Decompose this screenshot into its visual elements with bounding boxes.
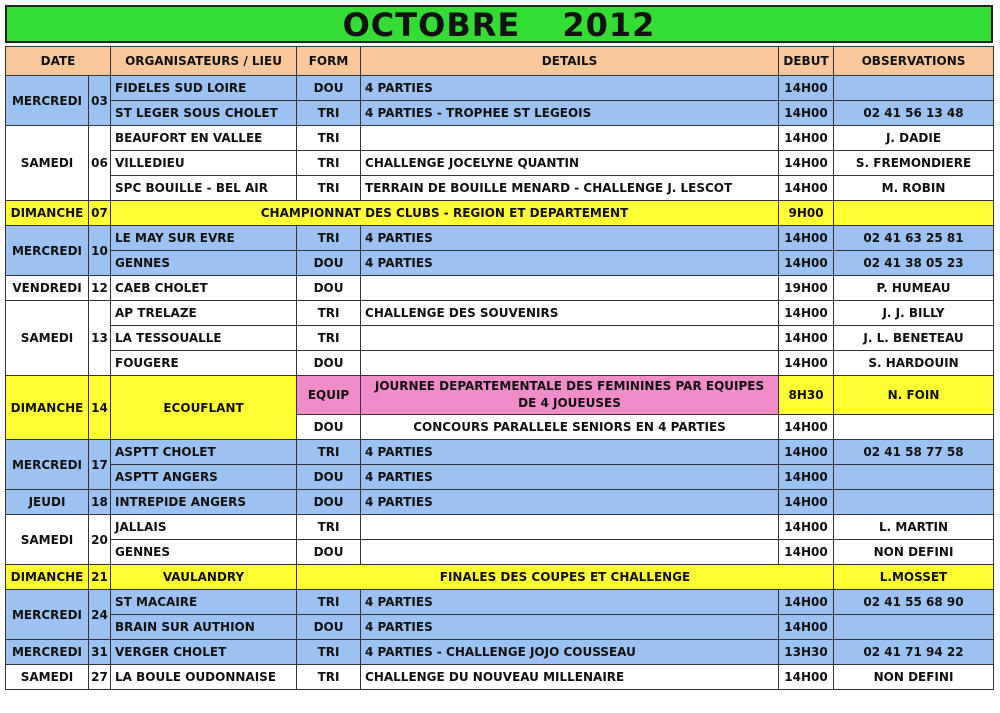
details-cell: FINALES DES COUPES ET CHALLENGE (297, 565, 834, 590)
date-number: 07 (89, 201, 111, 226)
table-row (6, 640, 994, 665)
table-row (6, 440, 994, 465)
date-number: 20 (89, 515, 111, 565)
form-cell: TRI (297, 226, 361, 251)
day-cell: MERCREDI (6, 640, 89, 665)
details-cell: 4 PARTIES (361, 76, 779, 101)
debut-cell: 14H00 (779, 151, 834, 176)
organiser-cell: ST LEGER SOUS CHOLET (111, 101, 297, 126)
form-cell: DOU (297, 490, 361, 515)
observations-cell: 02 41 58 77 58 (834, 440, 994, 465)
details-cell (361, 351, 779, 376)
day-cell: DIMANCHE (6, 201, 89, 226)
details-cell: 4 PARTIES (361, 615, 779, 640)
debut-cell: 14H00 (779, 76, 834, 101)
details-cell: 4 PARTIES - CHALLENGE JOJO COUSSEAU (361, 640, 779, 665)
organiser-cell: CAEB CHOLET (111, 276, 297, 301)
form-cell: DOU (297, 540, 361, 565)
day-cell: SAMEDI (6, 665, 89, 690)
debut-cell: 13H30 (779, 640, 834, 665)
table-row (6, 376, 994, 415)
debut-cell: 14H00 (779, 515, 834, 540)
observations-cell: NON DEFINI (834, 540, 994, 565)
details-cell: 4 PARTIES (361, 465, 779, 490)
table-row (6, 490, 994, 515)
details-cell: CONCOURS PARALLELE SENIORS EN 4 PARTIES (361, 415, 779, 440)
observations-cell: J. J. BILLY (834, 301, 994, 326)
debut-cell: 14H00 (779, 615, 834, 640)
debut-cell: 14H00 (779, 326, 834, 351)
table-row (6, 515, 994, 540)
header-debut: DEBUT (779, 47, 834, 76)
organiser-cell: VAULANDRY (111, 565, 297, 590)
observations-cell (834, 490, 994, 515)
form-cell: TRI (297, 640, 361, 665)
observations-cell: NON DEFINI (834, 665, 994, 690)
debut-cell: 14H00 (779, 590, 834, 615)
observations-cell (834, 415, 994, 440)
table-row (6, 590, 994, 615)
observations-cell: L.MOSSET (834, 565, 994, 590)
table-row (6, 465, 994, 490)
header-organisateurs: ORGANISATEURS / LIEU (111, 47, 297, 76)
details-cell: CHALLENGE DU NOUVEAU MILLENAIRE (361, 665, 779, 690)
organiser-cell: AP TRELAZE (111, 301, 297, 326)
observations-cell: J. DADIE (834, 126, 994, 151)
observations-cell: M. ROBIN (834, 176, 994, 201)
observations-cell: N. FOIN (834, 376, 994, 415)
details-cell: CHALLENGE JOCELYNE QUANTIN (361, 151, 779, 176)
details-cell: 4 PARTIES (361, 490, 779, 515)
form-cell: EQUIP (297, 376, 361, 415)
table-row (6, 126, 994, 151)
date-number: 17 (89, 440, 111, 490)
form-cell: TRI (297, 176, 361, 201)
table-row (6, 351, 994, 376)
debut-cell: 14H00 (779, 465, 834, 490)
debut-cell: 14H00 (779, 440, 834, 465)
form-cell: DOU (297, 465, 361, 490)
debut-cell: 14H00 (779, 415, 834, 440)
observations-cell (834, 465, 994, 490)
form-cell: DOU (297, 76, 361, 101)
date-number: 06 (89, 126, 111, 201)
organiser-cell: GENNES (111, 251, 297, 276)
day-cell: SAMEDI (6, 515, 89, 565)
organiser-cell: ECOUFLANT (111, 376, 297, 440)
organiser-cell: VILLEDIEU (111, 151, 297, 176)
table-row (6, 276, 994, 301)
observations-cell: 02 41 38 05 23 (834, 251, 994, 276)
date-number: 27 (89, 665, 111, 690)
organiser-cell: ASPTT CHOLET (111, 440, 297, 465)
details-cell: 4 PARTIES (361, 590, 779, 615)
debut-cell: 14H00 (779, 351, 834, 376)
header-row (6, 47, 994, 76)
debut-cell: 14H00 (779, 176, 834, 201)
table-row (6, 226, 994, 251)
observations-cell: J. L. BENETEAU (834, 326, 994, 351)
table-row (6, 176, 994, 201)
details-cell (361, 276, 779, 301)
observations-cell: 02 41 71 94 22 (834, 640, 994, 665)
table-row (6, 251, 994, 276)
debut-cell: 14H00 (779, 251, 834, 276)
date-number: 10 (89, 226, 111, 276)
debut-cell: 19H00 (779, 276, 834, 301)
day-cell: MERCREDI (6, 590, 89, 640)
details-cell: 4 PARTIES (361, 251, 779, 276)
date-number: 24 (89, 590, 111, 640)
schedule-table (5, 46, 994, 690)
day-cell: SAMEDI (6, 301, 89, 376)
details-cell: 4 PARTIES - TROPHEE ST LEGEOIS (361, 101, 779, 126)
details-cell: JOURNEE DEPARTEMENTALE DES FEMININES PAR EQUIPES DE 4 JOUEUSES (361, 376, 779, 415)
table-row (6, 151, 994, 176)
organiser-cell: VERGER CHOLET (111, 640, 297, 665)
debut-cell: 14H00 (779, 226, 834, 251)
observations-cell: P. HUMEAU (834, 276, 994, 301)
debut-cell: 14H00 (779, 126, 834, 151)
form-cell: DOU (297, 251, 361, 276)
header-observations: OBSERVATIONS (834, 47, 994, 76)
page-title: OCTOBRE 2012 (5, 5, 993, 43)
observations-cell: 02 41 63 25 81 (834, 226, 994, 251)
details-cell: 4 PARTIES (361, 226, 779, 251)
organiser-cell: BEAUFORT EN VALLEE (111, 126, 297, 151)
date-number: 13 (89, 301, 111, 376)
debut-cell: 9H00 (779, 201, 834, 226)
day-cell: JEUDI (6, 490, 89, 515)
table-row (6, 326, 994, 351)
observations-cell (834, 201, 994, 226)
form-cell: TRI (297, 440, 361, 465)
day-cell: MERCREDI (6, 440, 89, 490)
organiser-cell: INTREPIDE ANGERS (111, 490, 297, 515)
observations-cell (834, 615, 994, 640)
form-cell: TRI (297, 515, 361, 540)
organiser-cell: ASPTT ANGERS (111, 465, 297, 490)
table-row (6, 665, 994, 690)
header-form: FORM (297, 47, 361, 76)
table-row (6, 201, 994, 226)
organiser-cell: FIDELES SUD LOIRE (111, 76, 297, 101)
details-cell (361, 540, 779, 565)
day-cell: VENDREDI (6, 276, 89, 301)
organiser-cell: LE MAY SUR EVRE (111, 226, 297, 251)
details-cell (361, 126, 779, 151)
header-date: DATE (6, 47, 111, 76)
details-cell: 4 PARTIES (361, 440, 779, 465)
form-cell: DOU (297, 415, 361, 440)
organiser-cell: FOUGERE (111, 351, 297, 376)
day-cell: DIMANCHE (6, 376, 89, 440)
debut-cell: 8H30 (779, 376, 834, 415)
day-cell: SAMEDI (6, 126, 89, 201)
details-cell: CHALLENGE DES SOUVENIRS (361, 301, 779, 326)
form-cell: DOU (297, 351, 361, 376)
form-cell: TRI (297, 151, 361, 176)
debut-cell: 14H00 (779, 101, 834, 126)
date-number: 31 (89, 640, 111, 665)
day-cell: DIMANCHE (6, 565, 89, 590)
organiser-cell: GENNES (111, 540, 297, 565)
details-cell: CHAMPIONNAT DES CLUBS - REGION ET DEPARTEMENT (111, 201, 779, 226)
header-details: DETAILS (361, 47, 779, 76)
debut-cell: 14H00 (779, 540, 834, 565)
organiser-cell: LA TESSOUALLE (111, 326, 297, 351)
form-cell: DOU (297, 615, 361, 640)
organiser-cell: JALLAIS (111, 515, 297, 540)
form-cell: TRI (297, 301, 361, 326)
form-cell: TRI (297, 326, 361, 351)
organiser-cell: BRAIN SUR AUTHION (111, 615, 297, 640)
table-row (6, 565, 994, 590)
observations-cell: 02 41 55 68 90 (834, 590, 994, 615)
table-row (6, 540, 994, 565)
form-cell: TRI (297, 126, 361, 151)
observations-cell: 02 41 56 13 48 (834, 101, 994, 126)
date-number: 03 (89, 76, 111, 126)
observations-cell: S. HARDOUIN (834, 351, 994, 376)
form-cell: TRI (297, 590, 361, 615)
date-number: 21 (89, 565, 111, 590)
debut-cell: 14H00 (779, 301, 834, 326)
day-cell: MERCREDI (6, 226, 89, 276)
organiser-cell: LA BOULE OUDONNAISE (111, 665, 297, 690)
organiser-cell: SPC BOUILLE - BEL AIR (111, 176, 297, 201)
debut-cell: 14H00 (779, 665, 834, 690)
table-row (6, 301, 994, 326)
date-number: 14 (89, 376, 111, 440)
date-number: 18 (89, 490, 111, 515)
details-cell (361, 326, 779, 351)
observations-cell: S. FREMONDIERE (834, 151, 994, 176)
form-cell: DOU (297, 276, 361, 301)
day-cell: MERCREDI (6, 76, 89, 126)
organiser-cell: ST MACAIRE (111, 590, 297, 615)
table-row (6, 101, 994, 126)
details-cell (361, 515, 779, 540)
table-row (6, 615, 994, 640)
table-row (6, 76, 994, 101)
details-cell: TERRAIN DE BOUILLE MENARD - CHALLENGE J. LESCOT (361, 176, 779, 201)
debut-cell: 14H00 (779, 490, 834, 515)
form-cell: TRI (297, 101, 361, 126)
date-number: 12 (89, 276, 111, 301)
observations-cell (834, 76, 994, 101)
observations-cell: L. MARTIN (834, 515, 994, 540)
form-cell: TRI (297, 665, 361, 690)
